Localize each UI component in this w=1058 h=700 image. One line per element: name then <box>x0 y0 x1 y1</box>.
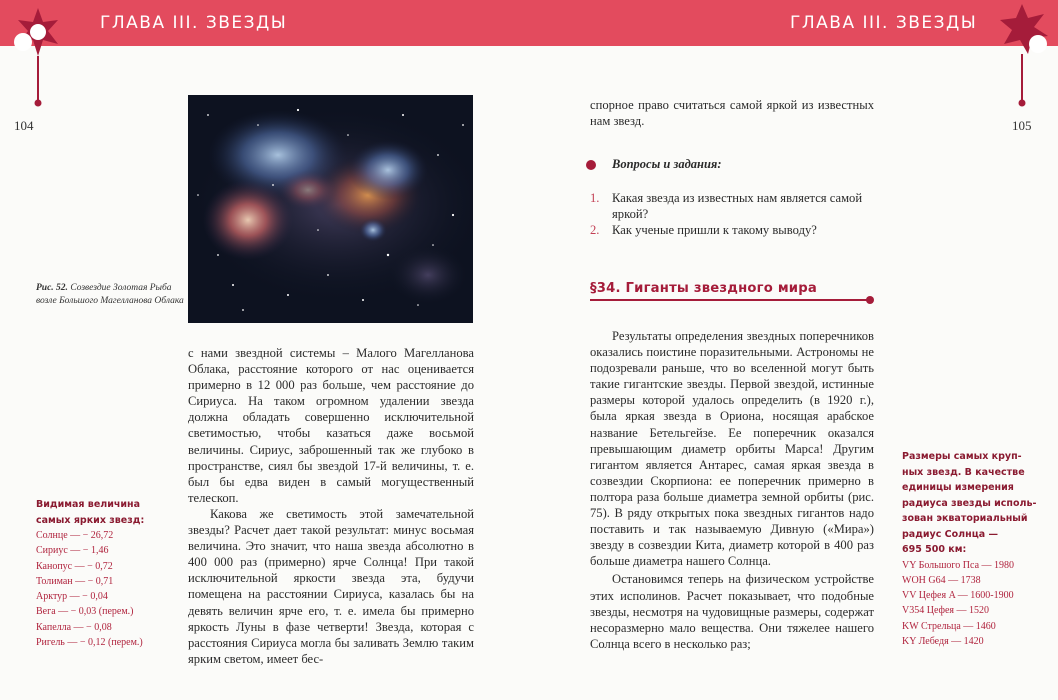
question-number: 2. <box>590 223 600 237</box>
sidebar-title: радиус Солнца — <box>902 528 998 540</box>
star-magnitude-row: Канопус — − 0,72 <box>36 560 113 572</box>
question-number: 1. <box>590 191 600 205</box>
star-ornament-left-icon <box>10 0 66 110</box>
figure-caption <box>36 282 186 307</box>
star-magnitude-row: Ригель — − 0,12 (перем.) <box>36 637 143 649</box>
star-ornament-right-icon <box>998 0 1058 110</box>
sidebar-title: Видимая величина <box>36 499 141 510</box>
star-size-row: V354 Цефея — 1520 <box>902 605 990 617</box>
sidebar-title: единицы измерения <box>902 482 1014 493</box>
sidebar-largest-stars <box>902 449 1042 649</box>
star-magnitude-row: Вега — − 0,03 (перем.) <box>36 606 134 618</box>
section-rule-dot-icon <box>866 296 874 304</box>
section-rule <box>590 299 871 301</box>
questions-list <box>590 190 880 238</box>
star-magnitude-row: Солнце — − 26,72 <box>36 530 114 541</box>
question-text: Как ученые пришли к такому выводу? <box>612 223 817 237</box>
chapter-title-left: ГЛАВА III. ЗВЕЗДЫ <box>100 13 288 33</box>
star-size-row: VV Цефея A — 1600-1900 <box>902 590 1014 602</box>
sidebar-title: Размеры самых круп- <box>902 451 1022 462</box>
section-paragraph: Результаты определения звездных поперечников оказались поистине поразительными. Астрономы не подозревали раньше, что во вселенной могут быть такие гигантские звезды. Первой звездой, истинные размеры которой удалось определить (в 1920 г.), была яркая звезда в Ориона, носящая арабское название Бетельгейзе. Ее поперечник оказался превышающим диаметр орбиты Марса! Другим гигантом является Антарес, самая яркая звезда в созвездии Скорпиона: ее поперечник примерно в полтора раза больше диаметра земной орбиты (рис. 75). В ряду открытых пока звездных гигантов надо поставить и так называемую Дивную («Мира») звезду в созвездии Кита, диаметр которой в 400 раз больше диаметра нашего Солнца. <box>590 329 874 569</box>
star-magnitude-row: Арктур — − 0,04 <box>36 591 108 603</box>
sidebar-title: самых ярких звезд: <box>36 514 145 526</box>
star-size-row: WOH G64 — 1738 <box>902 574 981 586</box>
sidebar-title: радиуса звезды исполь- <box>902 497 1037 509</box>
star-size-row: KY Лебедя — 1420 <box>902 635 984 647</box>
left-page-text <box>188 345 474 667</box>
question-text: Какая звезда из известных нам является самой яркой? <box>612 191 863 221</box>
figure-caption-text: Созвездие Золотая Рыба возле Большого Магелланова Облака <box>36 283 184 306</box>
page-number-left: 104 <box>14 118 34 133</box>
chapter-title-right: ГЛАВА III. ЗВЕЗДЫ <box>790 13 978 33</box>
question-item <box>590 222 880 238</box>
star-magnitude-row: Толиман — − 0,71 <box>36 575 114 587</box>
questions-heading: Вопросы и задания: <box>612 157 722 171</box>
star-size-row: VY Большого Пса — 1980 <box>902 559 1015 571</box>
questions-bullet-icon <box>586 160 596 170</box>
sidebar-brightest-stars <box>36 497 176 650</box>
left-paragraph: с нами звездной системы – Малого Магелланова Облака, расстояние которого от нас оценивается примерно в 12 000 раз больше, чем расстояние до Сириуса. На таком огромном удалении звезда должна обладать совершенно исключительной светимостью, чтобы казаться даже восьмой величины. Сириус, заброшенный так же глубоко в пространстве, сиял бы звездой 17-й величины, т. е. был бы едва виден в самый могущественный телескоп. <box>188 346 474 505</box>
star-size-row: KW Стрельца — 1460 <box>902 620 996 632</box>
sidebar-title: ных звезд. В качестве <box>902 466 1025 478</box>
page-number-right: 105 <box>1012 118 1032 133</box>
section-body <box>590 328 874 652</box>
left-paragraph: Какова же светимость этой замечательной звезды? Расчет дает такой результат: минус восьмая величина. Это значит, что наша звезда абсолютно в 400 000 раз (примерно) ярче Солнца! При такой исключительной яркости звезда эта, будучи помещена на расстоянии Сириуса, казалась бы на девять величин ярче его, т. е. имела бы примерно яркость Луны в фазе четверти! Звезда, которая с расстояния Сириуса могла бы заливать Землю таким ярким светом, имеет бес- <box>188 506 474 666</box>
nebula-photo <box>188 95 473 323</box>
sidebar-title: зован экваториальный <box>902 513 1028 524</box>
question-item <box>590 190 880 222</box>
sidebar-title: 695 500 км: <box>902 544 967 555</box>
section-paragraph: Остановимся теперь на физическом устройстве этих исполинов. Расчет показывает, что подобные звезды, несмотря на чудовищные размеры, содержат несоразмерно мало вещества. Они тяжелее нашего Солнца всего в несколько раз; <box>590 572 874 651</box>
right-page-continuation: спорное право считаться самой яркой из известных нам звезд. <box>590 98 874 129</box>
figure-caption-label: Рис. 52. <box>36 283 68 293</box>
star-magnitude-row: Капелла — − 0,08 <box>36 621 112 633</box>
nebula-illustration <box>188 95 473 323</box>
section-title: §34. Гиганты звездного мира <box>590 281 817 296</box>
star-magnitude-row: Сириус — − 1,46 <box>36 545 109 557</box>
